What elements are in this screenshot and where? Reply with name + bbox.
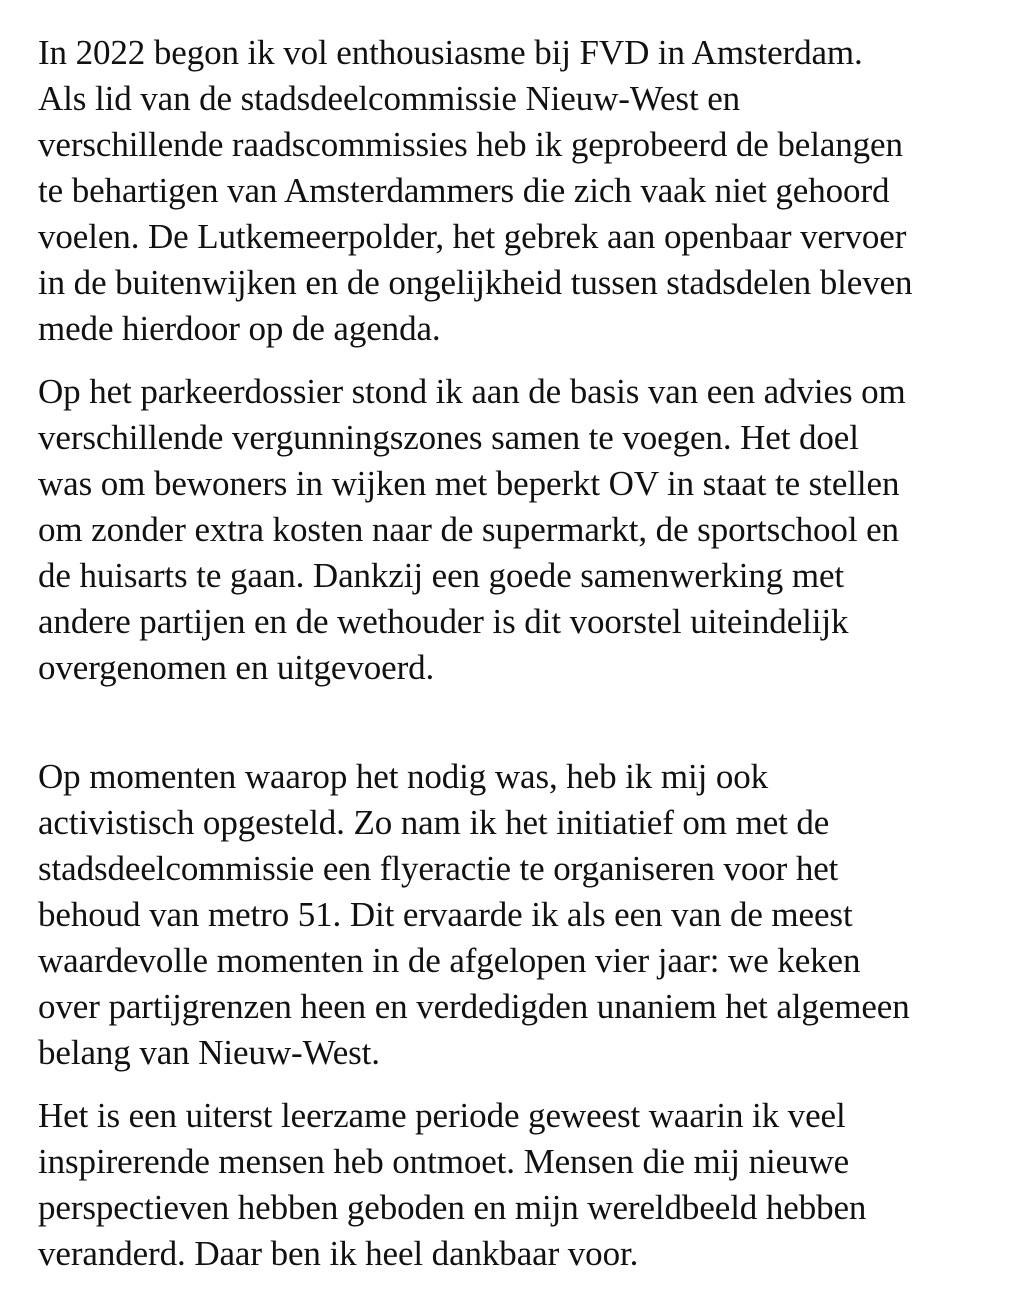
text-line: veranderd. Daar ben ik heel dankbaar voor. xyxy=(38,1234,639,1273)
text-line: voelen. De Lutkemeerpolder, het gebrek aan openbaar vervoer xyxy=(38,217,907,256)
paragraph-3 xyxy=(38,754,1008,1076)
text-line: Op momenten waarop het nodig was, heb ik mij ook xyxy=(38,757,769,796)
text-line: belang van Nieuw-West. xyxy=(38,1033,380,1072)
text-line: in de buitenwijken en de ongelijkheid tussen stadsdelen bleven xyxy=(38,263,913,302)
paragraph-1 xyxy=(38,30,1008,352)
text-line: Het is een uiterst leerzame periode geweest waarin ik veel xyxy=(38,1096,846,1135)
text-line: Als lid van de stadsdeelcommissie Nieuw-West en xyxy=(38,79,741,118)
document-body xyxy=(38,30,1008,1294)
text-line: mede hierdoor op de agenda. xyxy=(38,309,441,348)
text-line: overgenomen en uitgevoerd. xyxy=(38,648,435,687)
text-line: was om bewoners in wijken met beperkt OV in staat te stellen xyxy=(38,464,900,503)
text-line: verschillende raadscommissies heb ik geprobeerd de belangen xyxy=(38,125,903,164)
paragraph-4 xyxy=(38,1093,1008,1277)
text-line: In 2022 begon ik vol enthousiasme bij FVD in Amsterdam. xyxy=(38,33,863,72)
text-line: perspectieven hebben geboden en mijn wereldbeeld hebben xyxy=(38,1188,867,1227)
text-line: de huisarts te gaan. Dankzij een goede samenwerking met xyxy=(38,556,845,595)
text-line: over partijgrenzen heen en verdedigden unaniem het algemeen xyxy=(38,987,910,1026)
text-line: activistisch opgesteld. Zo nam ik het initiatief om met de xyxy=(38,803,830,842)
text-line: te behartigen van Amsterdammers die zich vaak niet gehoord xyxy=(38,171,890,210)
text-line: inspirerende mensen heb ontmoet. Mensen die mij nieuwe xyxy=(38,1142,850,1181)
text-line xyxy=(38,691,1008,737)
text-line: waardevolle momenten in de afgelopen vier jaar: we keken xyxy=(38,941,861,980)
text-line: Op het parkeerdossier stond ik aan de basis van een advies om xyxy=(38,372,906,411)
text-line: andere partijen en de wethouder is dit voorstel uiteindelijk xyxy=(38,602,849,641)
text-line: behoud van metro 51. Dit ervaarde ik als een van de meest xyxy=(38,895,853,934)
text-line: om zonder extra kosten naar de supermarkt, de sportschool en xyxy=(38,510,899,549)
text-line: verschillende vergunningszones samen te voegen. Het doel xyxy=(38,418,859,457)
text-line: stadsdeelcommissie een flyeractie te organiseren voor het xyxy=(38,849,839,888)
paragraph-2 xyxy=(38,369,1008,737)
